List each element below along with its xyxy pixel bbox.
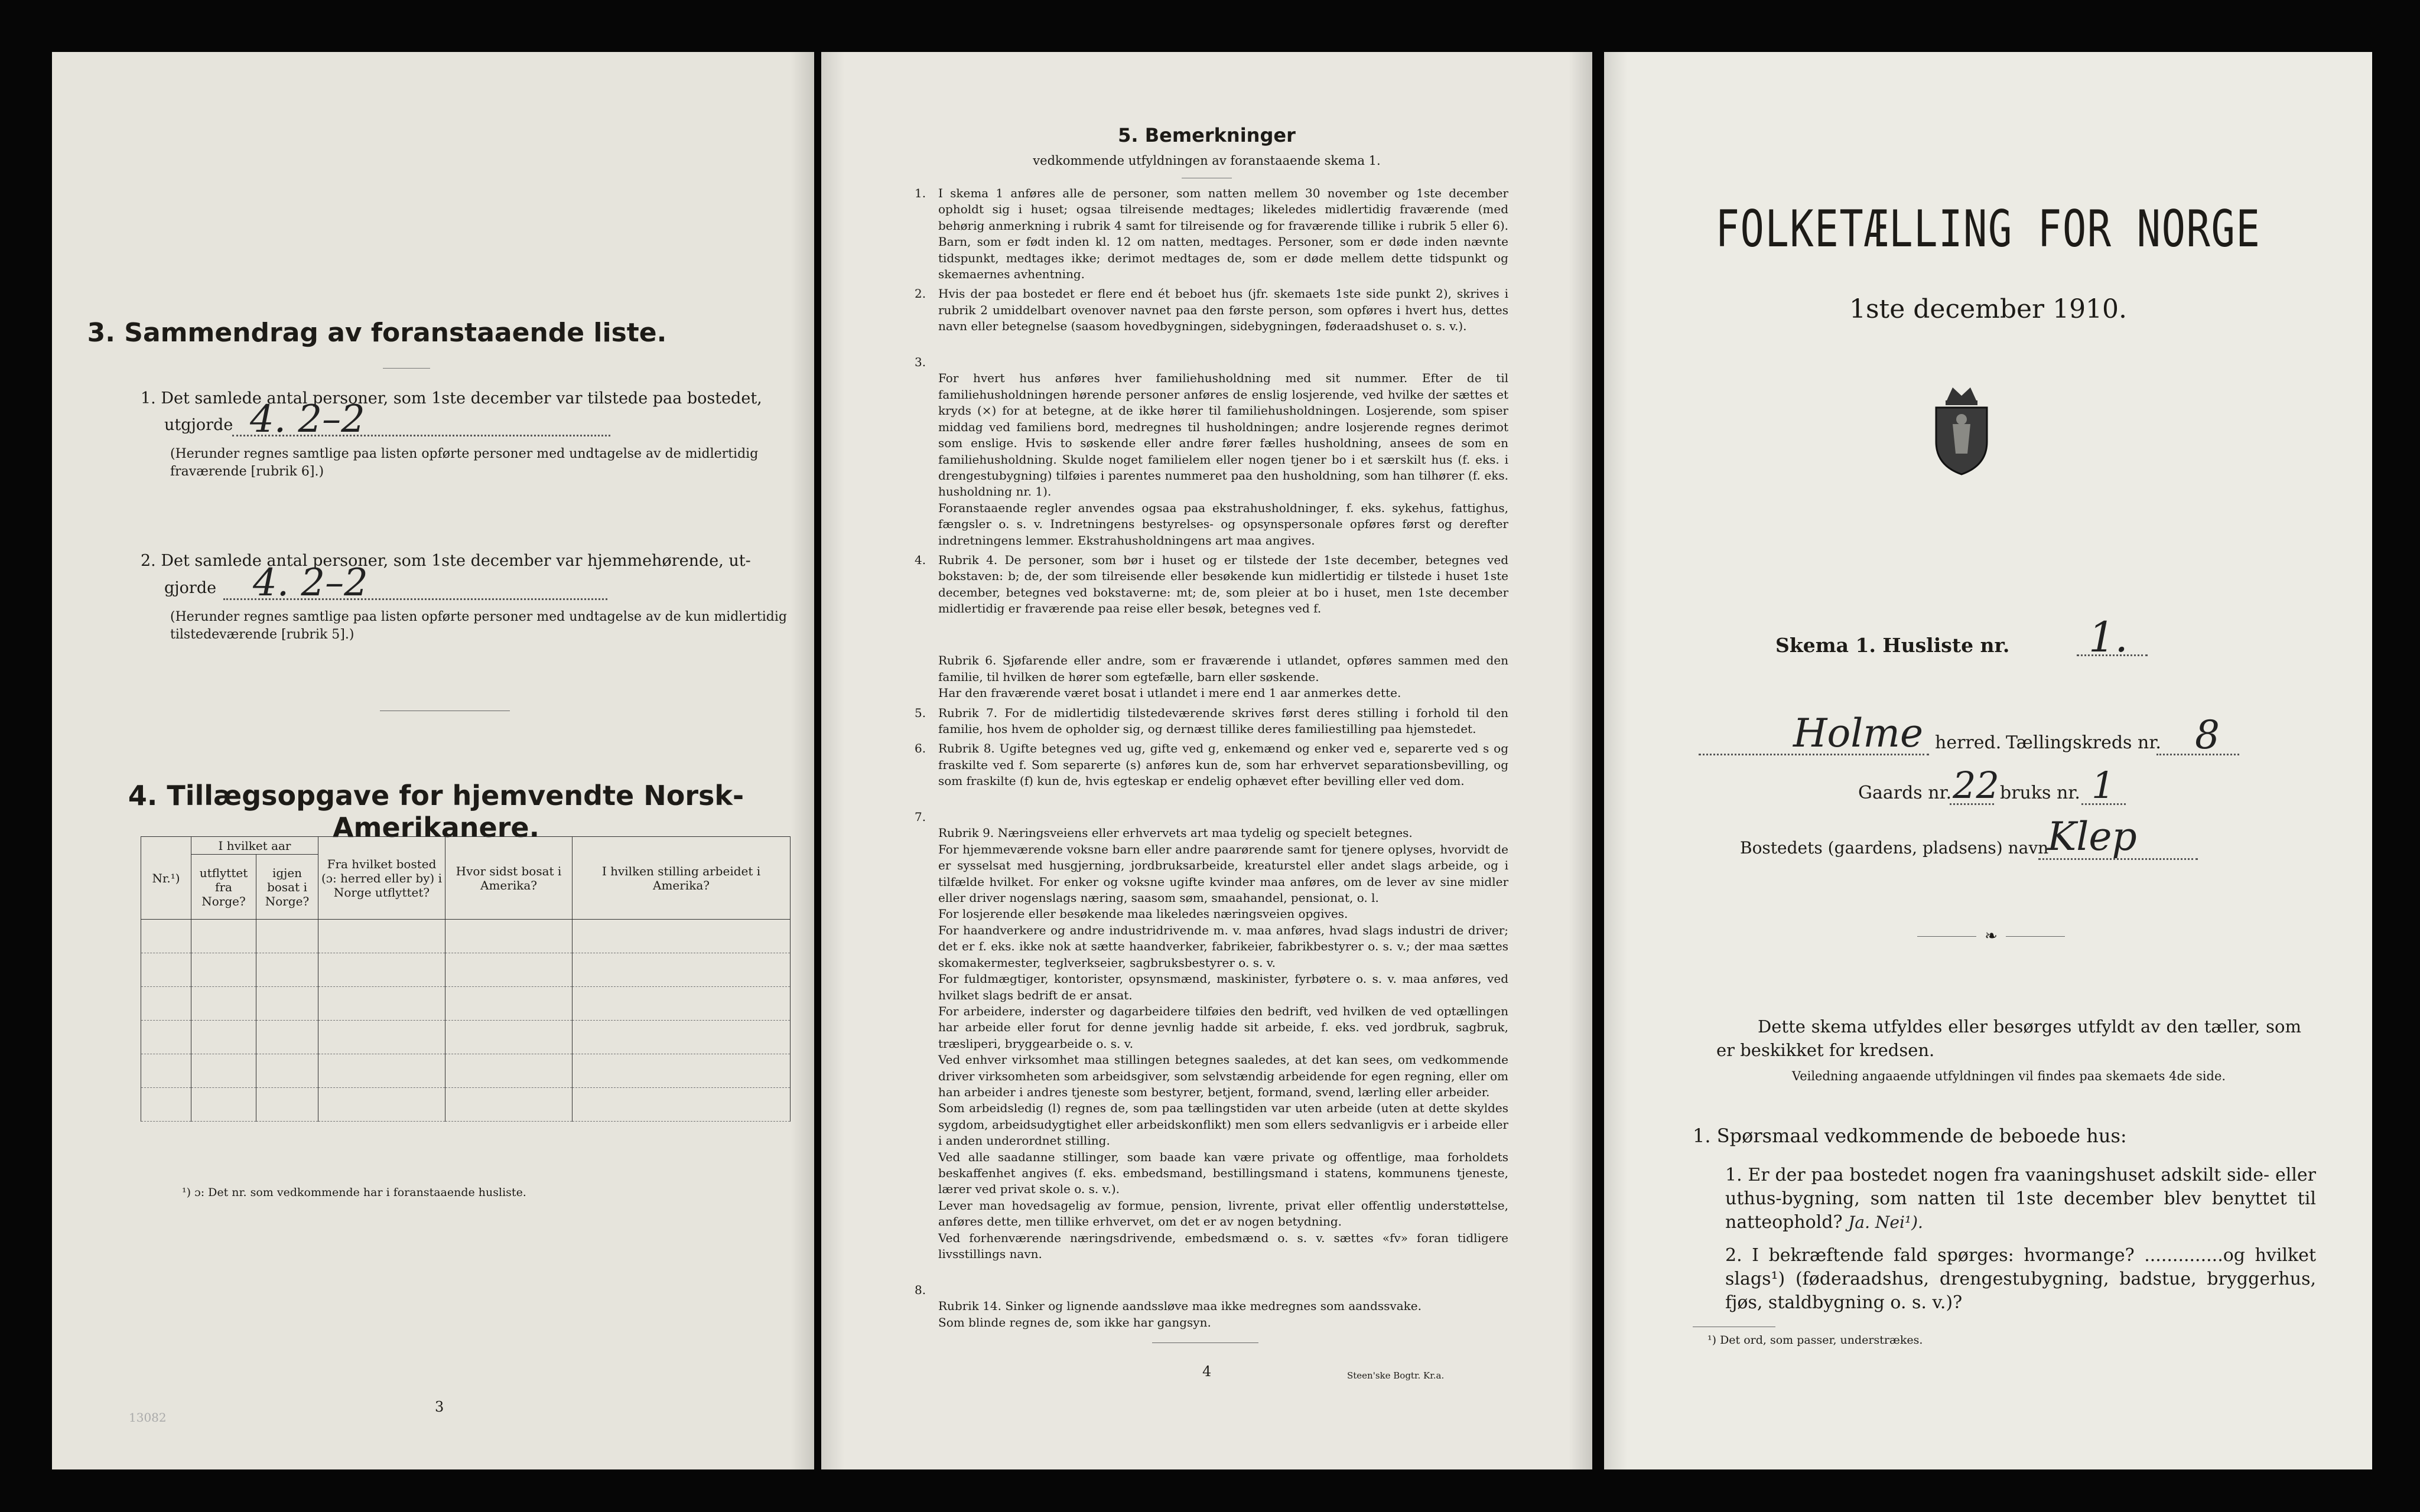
remark-item [915,793,1508,1263]
ornament-icon: ❧ [1976,927,2006,945]
husliste-nr: 1. [2089,613,2128,662]
remark-item [915,185,1508,282]
section4-heading: 4. Tillægsopgave for hjemvendte Norsk-Amerikanere. [128,780,744,843]
item1-note: (Herunder regnes samtlige paa listen opførte personer med undtagelse av de midlertidig fraværende [rubrik 6].) [170,447,759,479]
remark-number: 5. [915,705,926,720]
return-emigrant-table [141,836,791,1122]
remark-number: 6. [915,741,926,756]
remark-number: 2. [915,286,926,301]
col-from: Fra hvilket bosted (ɔ: herred eller by) i Norge utflyttet? [318,837,445,920]
col-occupation: I hvilken stilling arbeidet i Amerika? [573,837,791,920]
question-2: 2. I bekræftende fald spørges: hvormange? ..............og hvilket slags¹) (føderaadshus, drengestubygning, badstue, bryggerhus, fjøs, staldbygning o. s. v.)? [1725,1245,2316,1313]
item1-text: 1. Det samlede antal personer, som 1ste december var tilstede paa bostedet, [141,389,762,408]
printer-mark: Steen'ske Bogtr. Kr.a. [1347,1370,1445,1381]
bosted-label: Bostedets (gaardens, pladsens) navn [1740,838,2049,858]
remark-item [915,621,1508,702]
page-number: 3 [435,1399,444,1415]
item1-label: utgjorde [164,416,233,434]
table-row [141,987,791,1021]
page-middle [821,52,1592,1469]
page-right [1604,52,2372,1469]
remark-number: 3. [915,355,926,370]
gaards-label: Gaards nr. [1858,783,1952,803]
item1-value: 4. 2–2 [250,397,365,441]
census-date: 1ste december 1910. [1849,294,2128,324]
remark-text: Rubrik 4. De personer, som bør i huset og er tilstede der 1ste december, betegnes ved bokstaven: b; de, der som tilreisende eller besøkende kun midlertidig er tilstede i huset 1ste december, betegnes ved bokstaverne: mt; de, som pleier at bo i huset, men 1ste december midlertidig er fraværende paa reise eller besøk, betegnes ved f. [938,552,1508,616]
separator-rule [1152,1342,1258,1343]
remark-text: Rubrik 14. Sinker og lignende aandssløve maa ikke medregnes som aandssvake. Som blinde regnes de, som ikke har gangsyn. [938,1299,1422,1329]
remark-text: Rubrik 8. Ugifte betegnes ved ug, gifte ved g, enkemænd og enker ved e, separerte ved s og fraskilte ved f. Som separerte (s) anføres kun de, som har erhvervet separationsbevilling, og som fraskilte (f) kun de, hvis egteskap er endelig ophævet efter bevilling eller ved dom. [938,741,1508,788]
table-row [141,920,791,953]
table-row [141,1088,791,1122]
remarks-subheading: vedkommende utfyldningen av foranstaaende skema 1. [1033,154,1381,168]
page-number: 4 [1202,1363,1212,1380]
remark-item [915,705,1508,738]
remark-number: 8. [915,1282,926,1297]
guidance-text: Veiledning angaaende utfyldningen vil findes paa skemaets 4de side. [1791,1069,2226,1083]
item2-value: 4. 2–2 [253,561,368,605]
page-left [52,52,814,1469]
remarks-list [915,185,1508,1334]
remark-item [915,1266,1508,1331]
col-nr: Nr.¹) [141,837,191,920]
bruks-value: 1 [2092,764,2115,807]
item2-label: gjorde [164,579,217,597]
gaards-value: 22 [1953,764,1999,807]
coat-of-arms-icon [1923,383,2000,477]
herred-label: herred. [1935,732,2002,753]
remark-text: For hvert hus anføres hver familiehusholdning med sit nummer. Efter de til familiehusholdningen hørende personer anføres de enslig losjerende, ved hvilke der sættes et kryds (×) for at betegne, at de ikke hører til familiehusholdningen. Losjerende, som spiser middag ved familiens bord, medregnes til husholdningen; andre losjerende regnes derimot som enslige. Hvis to søskende eller andre fører fælles husholdning, ansees de som en familiehusholdning. Skulde noget familielem eller nogen tjener bo i et særskilt hus (f. eks. i drengestubygning) tilføies i parentes nummeret paa den husholdning, som han tilhører (f. eks. husholdning nr. 1). Foranstaaende regler anvendes ogsaa paa ekstrahusholdninger, f. eks. sykehus, fattighus, fængsler o. s. v. Indretningens bestyrelses- og opsynspersonale opføres først og derefter indretningens lemmer. Ekstrahusholdningens art maa angives. [938,371,1508,548]
remark-number: 7. [915,810,926,825]
question-1 [1725,1164,2316,1234]
fold-shadow-left [821,52,845,1469]
questions-heading: 1. Spørsmaal vedkommende de beboede hus: [1693,1125,2127,1147]
herred-value: Holme [1793,711,1924,756]
fold-shadow-right [1569,52,1592,1469]
footnote: ¹) Det ord, som passer, understrækes. [1707,1334,1923,1347]
col-returned: igjen bosat i Norge? [256,855,318,920]
item2-note: (Herunder regnes samtlige paa listen opførte personer med undtagelse av de kun midlertidig tilstedeværende [rubrik 5].) [170,610,787,642]
question-1-text: 1. Er der paa bostedet nogen fra vaaningshuset adskilt side- eller uthus-bygning, som natten til 1ste december blev benyttet til natteophold? [1725,1165,2316,1233]
census-title: FOLKETÆLLING FOR NORGE [1715,200,2261,259]
remark-text: I skema 1 anføres alle de personer, som natten mellem 30 november og 1ste december opholdt sig i huset; ogsaa tilreisende medtages; likeledes midlertidig fraværende (med behørig anmerkning i rubrik 4 samt for tilreisende og for fraværende tillike i rubrik 5 eller 6). Barn, som er født inden kl. 12 om natten, medtages. Personer, som er døde inden nævnte tidspunkt, medtages ikke; derimot medtages de, som er døde mellem dette tidspunkt og skemaernes avhentning. [938,186,1508,282]
col-last-america: Hvor sidst bosat i Amerika? [445,837,573,920]
short-rule [383,368,430,369]
col-group-year: I hvilket aar [191,837,318,855]
col-emigrated: utflyttet fra Norge? [191,855,256,920]
table-row [141,953,791,987]
faint-bleedthrough [2038,400,2046,428]
table-row [141,1054,791,1088]
table-footnote: ¹) ɔ: Det nr. som vedkommende har i foranstaaende husliste. [182,1186,526,1199]
remark-number: 4. [915,552,926,567]
remark-text: Rubrik 6. Sjøfarende eller andre, som er fraværende i utlandet, opføres sammen med den familie, til hvilken de hører som egtefælle, barn eller søskende. Har den fraværende været bosat i utlandet i mere end 1 aar anmerkes dette. [938,653,1508,700]
remark-item [915,286,1508,334]
skema-label: Skema 1. Husliste nr. [1775,634,2010,657]
item2-text: 2. Det samlede antal personer, som 1ste december var hjemmehørende, ut- [141,552,751,570]
corner-mark: 13082 [129,1410,167,1425]
section3-heading: 3. Sammendrag av foranstaaende liste. [87,318,667,348]
question-1-answer: Ja. Nei¹). [1848,1213,1923,1232]
bruks-label: bruks nr. [2000,783,2080,803]
tellingskreds-label: Tællingskreds nr. [2006,732,2161,753]
fold-shadow [791,52,814,1469]
remark-item [915,338,1508,549]
remark-item [915,552,1508,617]
instruction-text: Dette skema utfyldes eller besørges utfyldt av den tæller, som er beskikket for kredsen. [1716,1016,2301,1060]
remark-text: Rubrik 9. Næringsveiens eller erhvervets art maa tydelig og specielt betegnes. For hjemmeværende voksne barn eller andre paarørende samt for tjenere oplyses, hvorvidt de er sysselsat med husgjerning, jordbruksarbeide, kreaturstel eller andet slags arbeide, og i tilfælde hvilket. For enker og voksne ugifte kvinder maa anføres, om de lever av sine midler eller driver nogenslags næring, saasom søm, smaahandel, pensionat, o. l. For losjerende eller besøkende maa likeledes næringsveien opgives. For haandverkere og andre industridrivende m. v. maa anføres, hvad slags industri de driver; det er f. eks. ikke nok at sætte haandverker, fabrikeier, fabrikbestyrer o. s. v.; der maa sættes skomakermester, teglverkseier, sagbruksbestyrer o. s. v. For fuldmægtiger, kontorister, opsynsmænd, maskinister, fyrbøtere o. s. v. maa anføres, ved hvilket slags bedrift de er ansat. For arbeidere, inderster og dagarbeidere tilføies den bedrift, ved hvilken de ved optællingen har arbeide eller forut for denne jevnlig hadde sit arbeide, f. eks. ved jordbruk, sagbruk, træsliperi, bryggearbeide o. s. v. Ved enhver virksomhet maa stillingen betegnes saaledes, at det kan sees, om vedkommende driver virksomheten som arbeidsgiver, som selvstændig arbeidende for egen regning, eller om han arbeider i andres tjeneste som bestyrer, betjent, formand, svend, lærling eller arbeider. Som arbeidsledig (l) regnes de, som paa tællingstiden var uten arbeide (uten at dette skyldes sygdom, arbeidsudygtighet eller arbeidskonflikt) men som ellers sedvanligvis er i arbeide eller i anden underordnet stilling. Ved alle saadanne stillinger, som baade kan være private og offentlige, maa forholdets beskaffenhet angives (f. eks. embedsmand, bestillingsmand i statens, kommunens tjeneste, lærer ved privat skole o. s. v.). Lever man hovedsagelig av formue, pension, livrente, privat eller offentlig understøttelse, anføres dette, men tillike erhvervet, om det er av nogen betydning. Ved forhenværende næringsdrivende, embedsmænd o. s. v. sættes «fv» foran tidligere livsstillings navn. [938,826,1508,1261]
bosted-value: Klep [2047,814,2137,859]
table-row [141,1021,791,1054]
fold-shadow [1604,52,1628,1469]
remark-text: Rubrik 7. For de midlertidig tilstedeværende skrives først deres stilling i forhold til den familie, hos hvem de opholder sig, og dernæst tillike deres familiestilling paa hjemstedet. [938,705,1508,736]
tellingskreds-value: 8 [2195,712,2220,758]
remark-item [915,741,1508,789]
remarks-heading: 5. Bemerkninger [1118,124,1296,146]
remark-text: Hvis der paa bostedet er flere end ét beboet hus (jfr. skemaets 1ste side punkt 2), skrives i rubrik 2 umiddelbart ovenover navnet paa den første person, som opføres i hvert hus, dettes navn eller betegnelse (saasom hovedbygningen, sidebygningen, føderaadshuset o. s. v.). [938,286,1508,334]
remark-number: 1. [915,186,926,200]
